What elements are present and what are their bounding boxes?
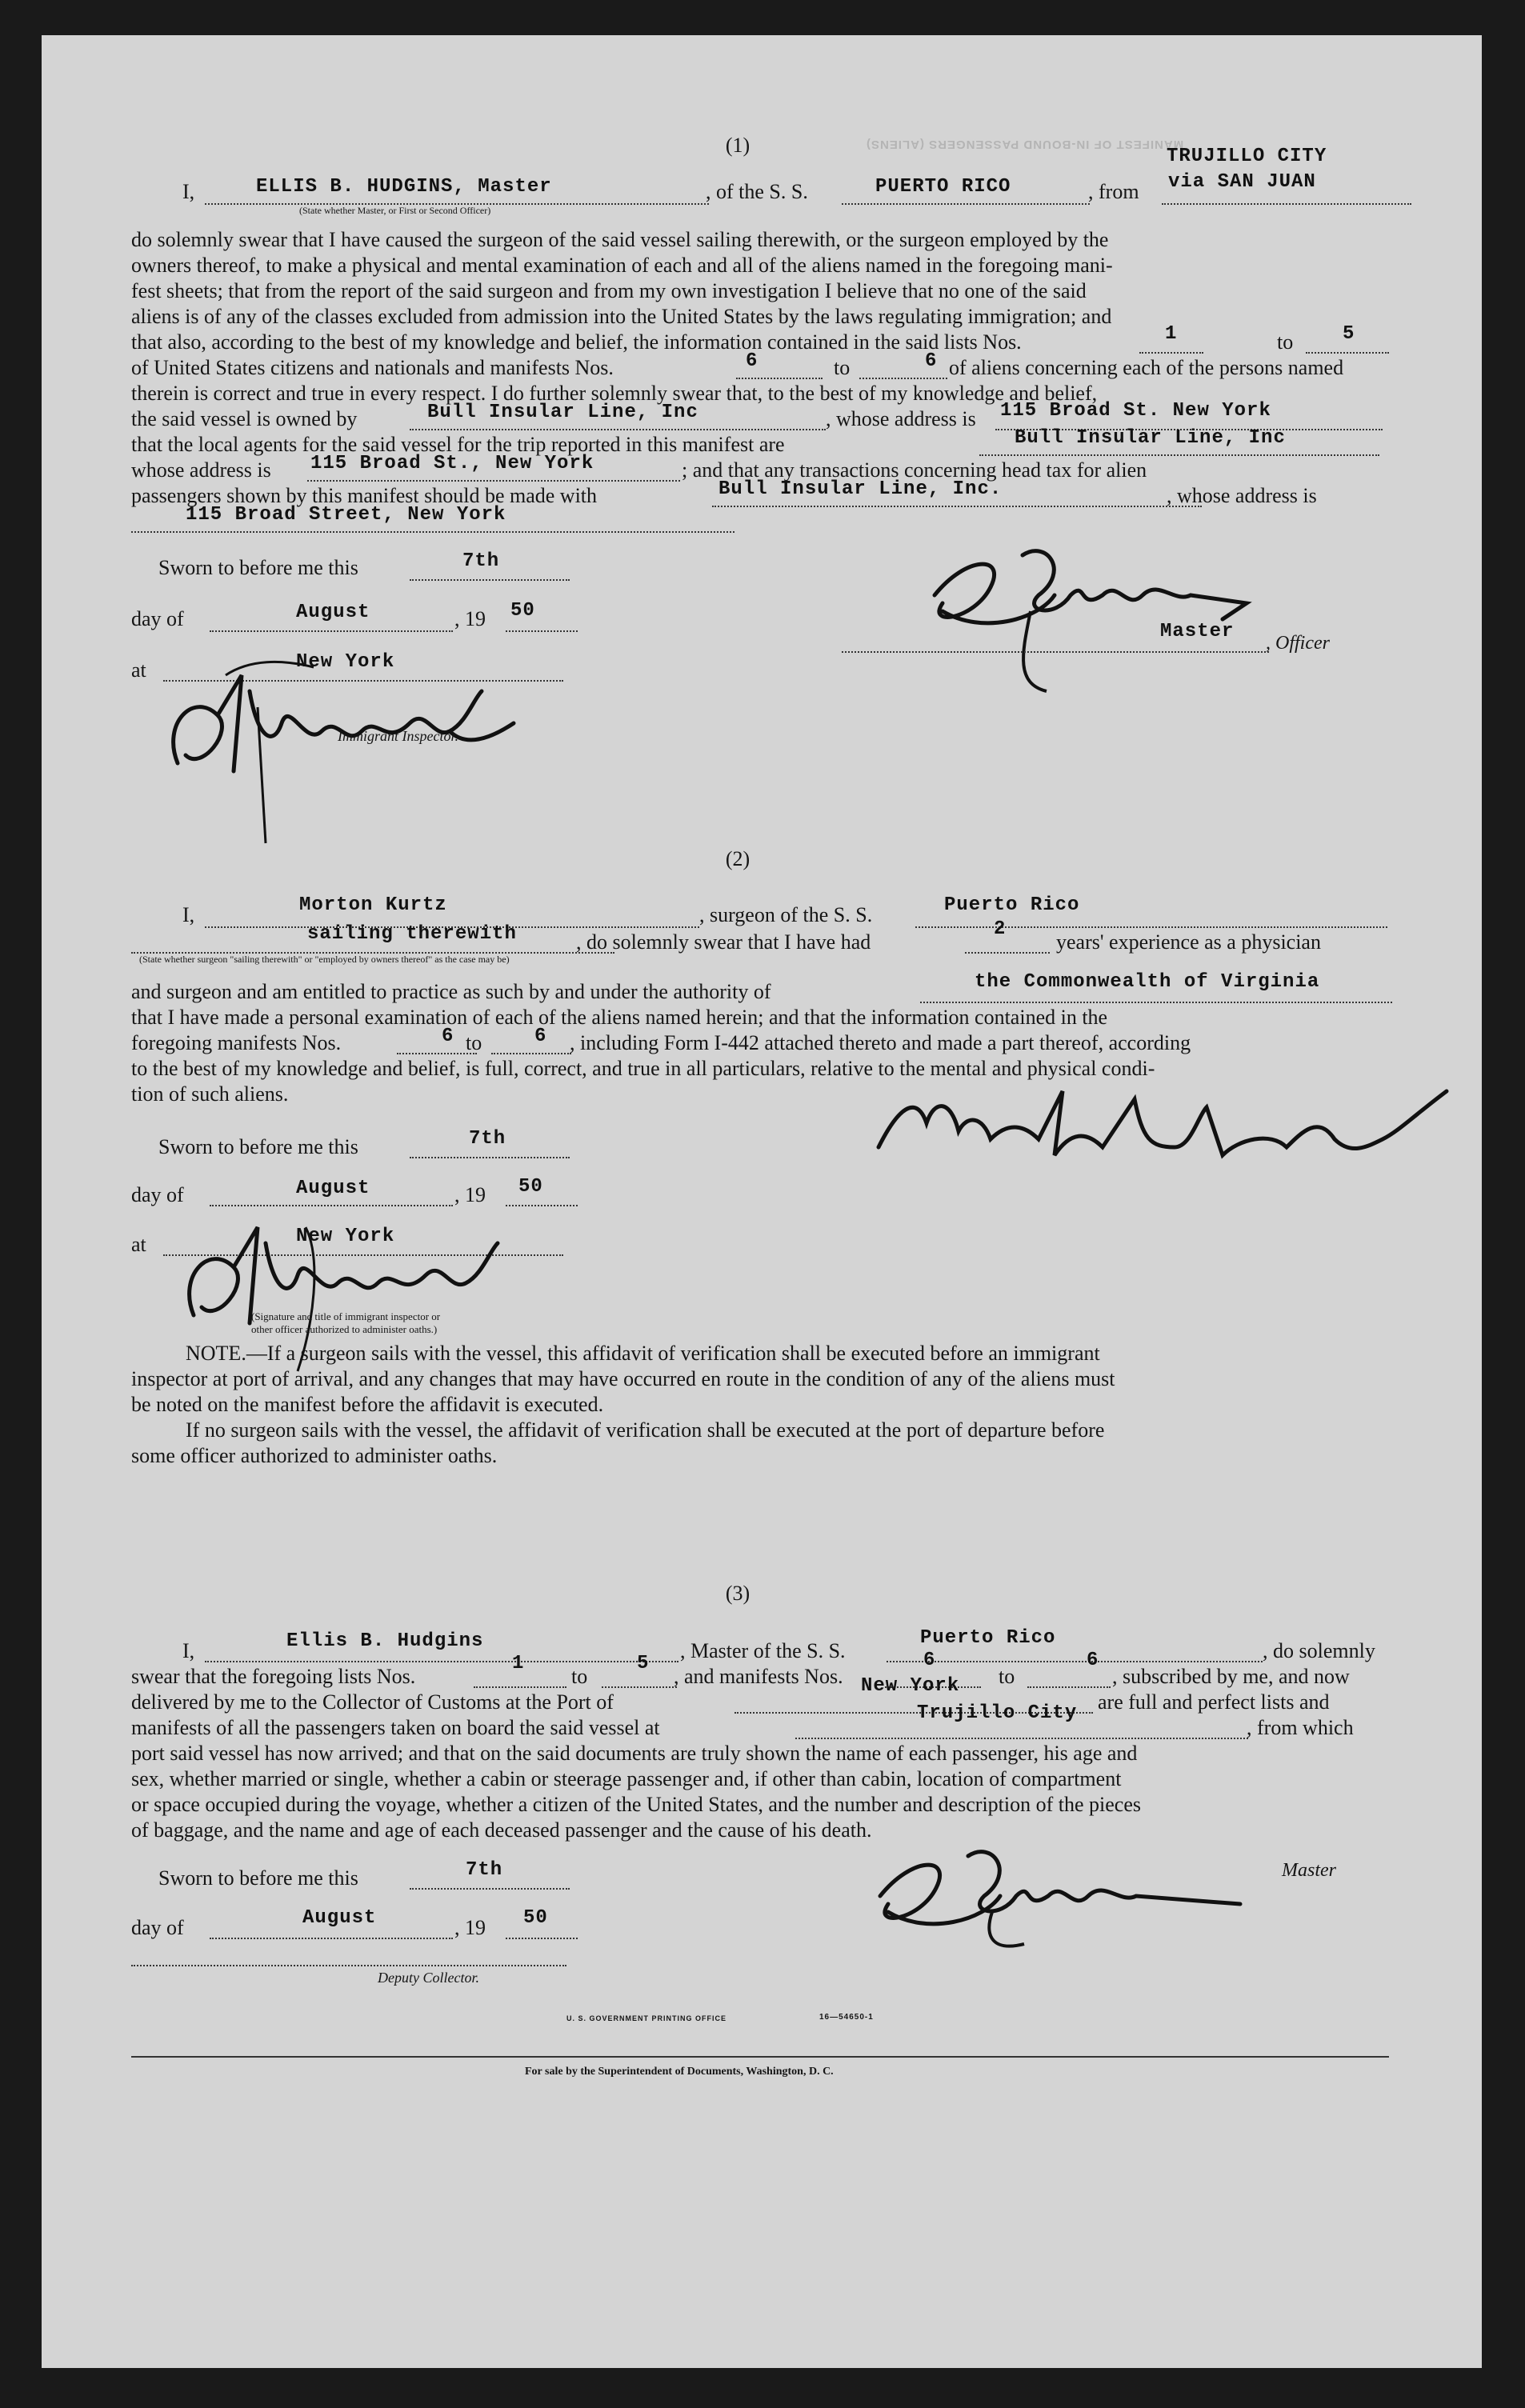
lists-to: 5 [1343, 323, 1355, 345]
oath-line: port said vessel has now arrived; and that on the said documents are truly shown the name of each passenger, his age and [131, 1742, 1138, 1765]
owner-address: 115 Broad St. New York [1000, 400, 1271, 422]
at-label: at [131, 658, 146, 682]
at-label: at [131, 1233, 146, 1256]
full-perfect: are full and perfect lists and [1098, 1690, 1330, 1714]
underline [965, 952, 1050, 954]
section-number: (1) [725, 134, 750, 157]
sworn-place: New York [296, 1226, 395, 1247]
manifests-from: 6 [746, 350, 758, 372]
underline [410, 1157, 570, 1158]
agents: Bull Insular Line, Inc [1015, 427, 1286, 449]
underline [1306, 352, 1389, 354]
underline [1162, 203, 1411, 205]
underline [920, 1002, 1392, 1003]
from-label: , from [1088, 180, 1139, 203]
arrival-port: New York [861, 1675, 960, 1697]
master-signature [919, 523, 1319, 703]
sig-caption: (Signature and title of immigrant inspector or [251, 1310, 441, 1322]
head-tax-address: 115 Broad Street, New York [186, 504, 506, 526]
section-number: (2) [725, 847, 750, 870]
and-manifests: , and manifests Nos. [674, 1665, 843, 1688]
oath-line: aliens is of any of the classes excluded from admission into the United States by the laws regulating immigration; and [131, 305, 1112, 328]
head-tax-tail: ; and that any transactions concerning head tax for alien [682, 458, 1147, 482]
years-experience: 2 [994, 918, 1007, 940]
oath-line: fest sheets; that from the report of the said surgeon and from my own investigation I believe that no one of the said [131, 279, 1087, 302]
vessel-name: Puerto Rico [920, 1627, 1056, 1649]
whose-address-tail: , whose address is [1167, 484, 1317, 507]
underline [205, 1661, 678, 1662]
day-of-label: day of [131, 1183, 184, 1206]
from-which: , from which [1247, 1716, 1354, 1739]
oath-line: therein is correct and true in every respect. I do further solemnly swear that, to the best of my knowledge and belief, [131, 382, 1098, 405]
underline [859, 378, 947, 379]
whose-address: , whose address is [826, 407, 976, 430]
i-label: I, [182, 1639, 195, 1662]
underline [915, 926, 1387, 928]
faint-bleed-title: MANIFEST OF IN-BOUND PASSENGERS (ALIENS) [866, 138, 1184, 151]
underline [1027, 1686, 1111, 1688]
oath-line: tion of such aliens. [131, 1082, 289, 1106]
sworn-year: 50 [523, 1907, 548, 1929]
underline [410, 579, 570, 581]
to-word: to [1277, 330, 1294, 354]
oath-line: do solemnly swear that I have caused the surgeon of the said vessel sailing therewith, or the surgeon employed by the [131, 228, 1109, 251]
underline [397, 1053, 477, 1054]
oath-line: that also, according to the best of my knowledge and belief, the information contained in the said lists Nos. [131, 330, 1022, 354]
lists-from: 1 [1165, 323, 1178, 345]
delivered: delivered by me to the Collector of Customs at the Port of [131, 1690, 614, 1714]
note-line: If no surgeon sails with the vessel, the affidavit of verification shall be executed at the port of departure before [186, 1418, 1105, 1442]
master-label: Master [1282, 1860, 1336, 1881]
master-of-label: , Master of the S. S. [680, 1639, 846, 1662]
manifests-to: 6 [534, 1026, 547, 1047]
swear-lists: swear that the foregoing lists Nos. [131, 1665, 416, 1688]
master-title: Master [1160, 621, 1235, 642]
underline [712, 506, 1202, 507]
sig-caption: other officer authorized to administer oaths.) [251, 1323, 438, 1335]
day-of-label: day of [131, 607, 184, 630]
underline [602, 1686, 677, 1688]
inspector-label: Immigrant Inspector. [338, 728, 458, 744]
owner: Bull Insular Line, Inc [427, 402, 698, 423]
underline [979, 454, 1379, 456]
sworn-place: New York [296, 651, 395, 673]
day-of-label: day of [131, 1916, 184, 1939]
authority: the Commonwealth of Virginia [975, 971, 1320, 993]
surgeon-of-label: , surgeon of the S. S. [699, 903, 873, 926]
underline [887, 1661, 1263, 1662]
form-number: 16—54650-1 [819, 2013, 874, 2022]
oath-line: owners thereof, to make a physical and mental examination of each and all of the aliens named in the foregoing mani- [131, 254, 1113, 277]
oath-line: of baggage, and the name and age of each deceased passenger and the cause of his death. [131, 1818, 872, 1842]
route-top: TRUJILLO CITY [1167, 146, 1327, 167]
sworn-label: Sworn to before me this [158, 1866, 358, 1890]
oath-line: to the best of my knowledge and belief, is full, correct, and true in all particulars, relative to the mental and physical condi- [131, 1057, 1155, 1080]
master-signature [864, 1824, 1264, 1956]
of-ss-label: , of the S. S. [706, 180, 808, 203]
subscribed: , subscribed by me, and now [1112, 1665, 1350, 1688]
manifests-all: manifests of all the passengers taken on board the said vessel at [131, 1716, 660, 1739]
oath-line: or space occupied during the voyage, whether a citizen of the United States, and the number and description of the pieces [131, 1793, 1142, 1816]
lists-to: 5 [637, 1653, 650, 1674]
lists-from: 1 [512, 1653, 525, 1674]
oath-line: passengers shown by this manifest should be made with [131, 484, 598, 507]
underline [1139, 352, 1203, 354]
underline [210, 630, 453, 632]
footer-rule [131, 2056, 1389, 2058]
year-prefix: , 19 [454, 607, 486, 630]
oath-line: sex, whether married or single, whether a cabin or steerage passenger and, if other than cabin, location of compartment [131, 1767, 1122, 1790]
sworn-day: 7th [466, 1859, 503, 1881]
form-page [42, 35, 1482, 2368]
underline [506, 1938, 578, 1939]
head-tax-party: Bull Insular Line, Inc. [718, 478, 1003, 500]
vessel-name: Puerto Rico [944, 894, 1080, 916]
route-bottom: via SAN JUAN [1168, 171, 1316, 193]
underline [131, 1965, 566, 1966]
note-line: be noted on the manifest before the affidavit is executed. [131, 1393, 604, 1416]
to-word: to [466, 1031, 482, 1054]
sworn-year: 50 [510, 600, 535, 622]
surgeon-signature [871, 1067, 1463, 1199]
manifests-to: 6 [925, 350, 938, 372]
sworn-day: 7th [462, 550, 500, 572]
sworn-label: Sworn to before me this [158, 1135, 358, 1158]
swear-text: , do solemnly swear that I have had [576, 930, 871, 954]
solemnly: , do solemnly [1263, 1639, 1375, 1662]
oath-line: that the local agents for the said vessel for the trip reported in this manifest are [131, 433, 785, 456]
agents-address: 115 Broad St., New York [310, 453, 594, 474]
state-note: (State whether Master, or First or Second Officer) [299, 205, 491, 216]
departure-port: Trujillo City [917, 1702, 1078, 1724]
oath-line: foregoing manifests Nos. [131, 1031, 342, 1054]
oath-line: whose address is [131, 458, 271, 482]
year-prefix: , 19 [454, 1916, 486, 1939]
underline [736, 378, 823, 379]
underline [842, 651, 1269, 653]
form-tail: , including Form I-442 attached thereto and made a part thereof, according [570, 1031, 1191, 1054]
i-label: I, [182, 180, 195, 203]
to-word: to [571, 1665, 588, 1688]
i-label: I, [182, 903, 195, 926]
underline [491, 1053, 571, 1054]
note-line: NOTE.—If a surgeon sails with the vessel, this affidavit of verification shall be executed before an immigrant [186, 1342, 1100, 1365]
sworn-month: August [296, 602, 370, 623]
manifests-from: 6 [442, 1026, 454, 1047]
note-line: inspector at port of arrival, and any changes that may have occurred en route in the condition of any of the aliens must [131, 1367, 1115, 1390]
master-name: Ellis B. Hudgins [286, 1630, 484, 1652]
years-tail: years' experience as a physician [1056, 930, 1321, 954]
underline [842, 203, 1090, 205]
sworn-month: August [302, 1907, 377, 1929]
underline [410, 429, 826, 430]
underline [795, 1738, 1248, 1739]
oath-line: the said vessel is owned by [131, 407, 358, 430]
underline [410, 1888, 570, 1890]
surgeon-name: Morton Kurtz [299, 894, 447, 916]
aliens-tail: of aliens concerning each of the persons named [949, 356, 1344, 379]
oath-line: of United States citizens and nationals and manifests Nos. [131, 356, 614, 379]
master-name: ELLIS B. HUDGINS, Master [256, 176, 552, 198]
underline [210, 1938, 453, 1939]
section-number: (3) [725, 1582, 750, 1605]
vessel-name: PUERTO RICO [875, 176, 1011, 198]
state-note: (State whether surgeon "sailing therewith" or "employed by owners thereof" as the case may be) [139, 954, 510, 965]
to-word: to [834, 356, 851, 379]
to-word: to [999, 1665, 1015, 1688]
manifests-to: 6 [1087, 1650, 1099, 1671]
underline [506, 630, 578, 632]
for-sale-note: For sale by the Superintendent of Documents, Washington, D. C. [525, 2066, 834, 2078]
officer-label: , Officer [1266, 633, 1330, 654]
sworn-day: 7th [469, 1128, 506, 1150]
gpo-imprint: U. S. GOVERNMENT PRINTING OFFICE [566, 2014, 727, 2022]
collector-label: Deputy Collector. [378, 1970, 479, 1986]
sailing-status: sailing therewith [307, 923, 517, 945]
note-line: some officer authorized to administer oaths. [131, 1444, 498, 1467]
underline [131, 531, 734, 533]
inspector-signature [146, 643, 562, 807]
underline [474, 1686, 566, 1688]
oath-line: that I have made a personal examination of each of the aliens named herein; and that the information contained in the [131, 1006, 1108, 1029]
sworn-month: August [296, 1178, 370, 1199]
year-prefix: , 19 [454, 1183, 486, 1206]
sworn-label: Sworn to before me this [158, 556, 358, 579]
sworn-year: 50 [518, 1176, 543, 1198]
oath-line: and surgeon and am entitled to practice as such by and under the authority of [131, 980, 771, 1003]
underline [307, 480, 680, 482]
manifests-from: 6 [923, 1650, 936, 1671]
